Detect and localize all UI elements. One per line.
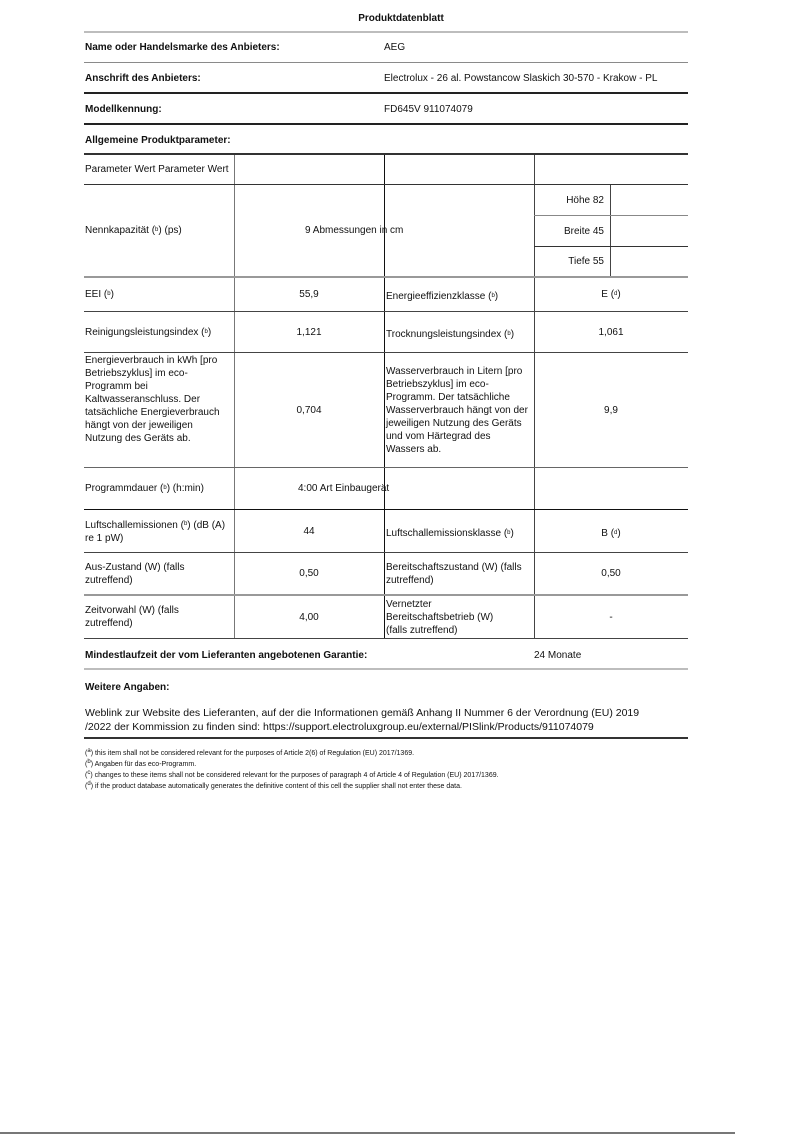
eei-label: EEI ( b ) [85,289,114,300]
off-mode-value: 0,50 [299,568,319,579]
networked-standby-label: Vernetzter Bereitschaftsbetrieb (W) (falls zutreffend) [386,598,494,636]
footnote-a: ($^a$) this item shall not be considered relevant for the purposes of Article 2(6) of Regulation (EU) 2017/1369. [85,748,415,757]
supplier-name-value: AEG [384,42,406,53]
table-header: Parameter Wert Parameter Wert [85,164,229,175]
additional-info-heading: Weitere Angaben: [85,682,170,693]
program-duration-value-and-type: 4:00 Art Einbaugerät [298,483,390,494]
page-title: Produktdatenblatt [358,13,444,24]
noise-emission-value: 44 [303,525,315,537]
divider [84,62,688,63]
column-divider [610,184,611,276]
weblink-text-line2: /2022 der Kommission zu finden sind: https://support.electroluxgroup.eu/external/PISlink/Products/911074079 [85,721,594,733]
dimension-depth: Tiefe 55 [568,256,604,267]
water-consumption-label: Wasserverbrauch in Litern [pro Betriebszyklus] im eco-Programm. Der tatsächliche Wasserverbrauch hängt von der jeweiligen Nutzung des Geräts und vom Härtegrad des Wassers ab. [386,365,528,455]
warranty-label: Mindestlaufzeit der vom Lieferanten angebotenen Garantie: [85,650,368,661]
footnote-d: ($^d$) if the product database automatically generates the definitive content of this cell the supplier shall not enter these data. [85,781,462,790]
noise-class-label: Luftschallemissionsklasse ( b ) [386,527,514,539]
cleaning-index-label: Reinigungsleistungsindex ( b ) [85,326,212,338]
dimension-width: Breite 45 [563,225,604,237]
energy-consumption-value: 0,704 [296,404,322,416]
noise-emission-label: Luftschallemissionen ($^b$) (dB (A) re 1 pW) [85,519,226,544]
water-consumption-value: 9,9 [604,404,618,416]
model-value: FD645V 911074079 [384,104,473,115]
table-bottom-border [84,638,688,639]
program-duration-label: Programmdauer ( b ) (h:min) [85,483,204,494]
general-params-heading: Allgemeine Produktparameter: [85,135,231,146]
divider [84,31,688,33]
eei-value: 55,9 [299,289,319,300]
standby-mode-label: Bereitschaftszustand (W) (falls zutreffend) [386,561,522,586]
capacity-label: Nennkapazität ( b ) (ps) [85,225,182,236]
divider [84,737,688,739]
model-label: Modellkennung: [85,104,162,115]
capacity-value-dimensions-label: 9 Abmessungen in cm [305,225,404,236]
energy-consumption-label: Energieverbrauch in kWh [pro Betriebszyklus] im eco-Programm bei Kaltwasseranschluss. Der tatsächliche Energieverbrauch hängt von der jeweiligen Nutzung des Geräts ab. [85,355,220,444]
divider [84,123,688,125]
warranty-value: 24 Monate [534,650,582,661]
supplier-address-label: Anschrift des Anbieters: [85,73,201,84]
weblink-text-line1: Weblink zur Website des Lieferanten, auf der die Informationen gemäß Anhang II Nummer 6 der Verordnung (EU) 2019 [85,707,640,719]
divider [84,668,688,670]
noise-class-value: B ( d ) [601,527,621,539]
networked-standby-value: - [609,611,613,623]
footnote-b: ($^b$) Angaben für das eco-Programm. [85,759,197,768]
delay-start-label: Zeitvorwahl (W) (falls zutreffend) [85,605,179,629]
energy-class-label: Energieeffizienzklasse ( b ) [386,291,499,302]
cleaning-index-value: 1,121 [296,326,322,338]
supplier-address-value: Electrolux - 26 al. Powstancow Slaskich 30-570 - Krakow - PL [384,73,658,84]
standby-mode-value: 0,50 [601,568,621,579]
footnote-c: ($^c$) changes to these items shall not be considered relevant for the purposes of paragraph 4 of Article 4 of Regulation (EU) 2017/1369. [85,770,499,779]
off-mode-label: Aus-Zustand (W) (falls zutreffend) [85,561,185,586]
energy-class-value: E ( d ) [601,289,621,300]
delay-start-value: 4,00 [299,611,319,623]
divider [84,92,688,94]
drying-index-label: Trocknungsleistungsindex ( b ) [386,328,515,340]
dimension-height: Höhe 82 [566,194,604,206]
supplier-name-label: Name oder Handelsmarke des Anbieters: [85,42,280,53]
drying-index-value: 1,061 [598,326,624,338]
